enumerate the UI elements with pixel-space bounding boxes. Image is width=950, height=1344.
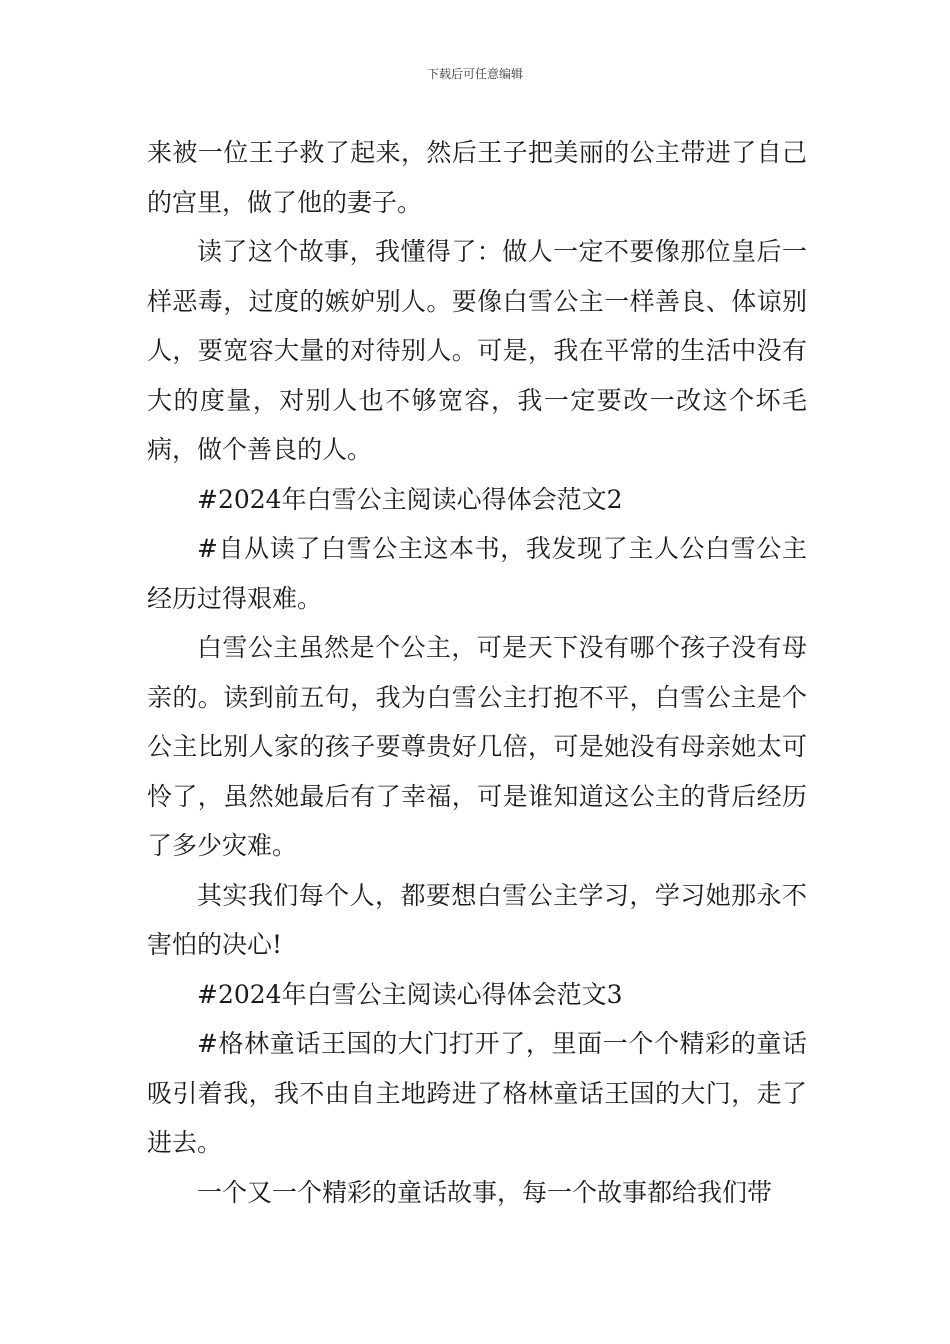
page-header: 下载后可任意编辑 [426, 67, 523, 81]
paragraph: 其实我们每个人，都要想白雪公主学习，学习她那永不害怕的决心! [147, 880, 807, 959]
paragraph: #格林童话王国的大门打开了，里面一个个精彩的童话吸引着我，我不由自主地跨进了格林童话王国的大门，走了进去。 [147, 1029, 807, 1157]
paragraph: 读了这个故事，我懂得了：做人一定不要像那位皇后一样恶毒，过度的嫉妒别人。要像白雪公主一样善良、体谅别人，要宽容大量的对待别人。可是，我在平常的生活中没有大的度量，对别人也不够宽容，我一定要改一改这个坏毛病，做个善良的人。 [147, 237, 807, 464]
document-body [147, 128, 807, 1217]
section-heading: #2024年白雪公主阅读心得体会范文2 [197, 484, 623, 514]
paragraph: #自从读了白雪公主这本书，我发现了主人公白雪公主经历过得艰难。 [147, 534, 807, 613]
paragraph: 一个又一个精彩的童话故事，每一个故事都给我们带 [197, 1177, 773, 1207]
paragraph: 来被一位王子救了起来，然后王子把美丽的公主带进了自己的宫里，做了他的妻子。 [147, 138, 807, 217]
paragraph: 白雪公主虽然是个公主，可是天下没有哪个孩子没有母亲的。读到前五句，我为白雪公主打抱不平，白雪公主是个公主比别人家的孩子要尊贵好几倍，可是她没有母亲她太可怜了，虽然她最后有了幸福，可是谁知道这公主的背后经历了多少灾难。 [147, 633, 807, 860]
section-heading: #2024年白雪公主阅读心得体会范文3 [197, 979, 623, 1009]
